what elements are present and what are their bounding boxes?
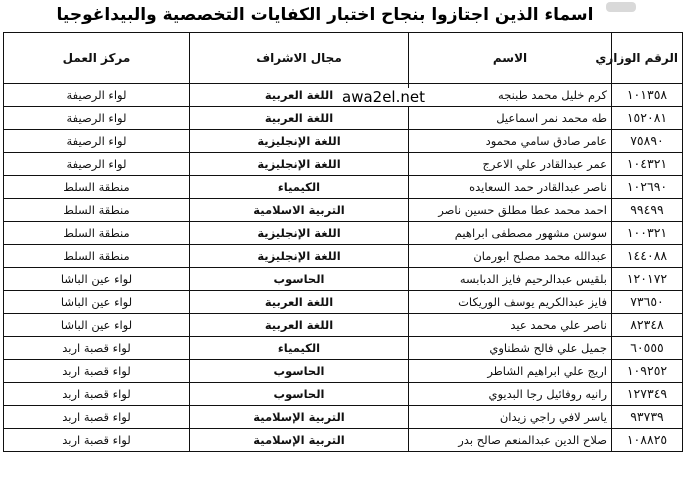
- cell-supervision-field: اللغة العربية: [190, 291, 409, 314]
- cell-ministerial-number: ١٢٧٣٤٩: [612, 383, 683, 406]
- cell-name: ناصر عبدالقادر حمد السعايده: [409, 176, 612, 199]
- cell-ministerial-number: ١٠٤٣٢١: [612, 153, 683, 176]
- cell-supervision-field: الحاسوب: [190, 268, 409, 291]
- cell-supervision-field: الكيمياء: [190, 176, 409, 199]
- header-supervision-field: مجال الاشراف: [190, 33, 409, 84]
- cell-ministerial-number: ١٢٠١٧٢: [612, 268, 683, 291]
- table-row: [4, 291, 683, 314]
- table-row: [4, 268, 683, 291]
- cell-work-center: لواء قصبة اربد: [4, 383, 190, 406]
- table-row: [4, 383, 683, 406]
- cell-supervision-field: اللغة الإنجليزية: [190, 153, 409, 176]
- table-row: [4, 153, 683, 176]
- cell-ministerial-number: ١٠٩٢٥٢: [612, 360, 683, 383]
- cell-name: فايز عبدالكريم يوسف الوريكات: [409, 291, 612, 314]
- watermark-text: awa2el.net: [342, 88, 425, 106]
- header-name: الاسم: [409, 33, 612, 84]
- cell-ministerial-number: ٧٥٨٩٠: [612, 130, 683, 153]
- cell-work-center: لواء قصبة اربد: [4, 337, 190, 360]
- cell-name: اريج علي ابراهيم الشاطر: [409, 360, 612, 383]
- cell-work-center: منطقة السلط: [4, 245, 190, 268]
- cell-work-center: لواء عين الباشا: [4, 314, 190, 337]
- table-row: [4, 199, 683, 222]
- cell-name: بلقيس عبدالرحيم فايز الدبابسه: [409, 268, 612, 291]
- page-title: اسماء الذين اجتازوا بنجاح اختبار الكفايات التخصصية والبيداغوجيا: [56, 5, 594, 25]
- cell-ministerial-number: ٩٣٧٣٩: [612, 406, 683, 429]
- table-row: [4, 245, 683, 268]
- cell-ministerial-number: ٩٩٤٩٩: [612, 199, 683, 222]
- cell-work-center: لواء عين الباشا: [4, 268, 190, 291]
- cell-supervision-field: الحاسوب: [190, 360, 409, 383]
- cell-ministerial-number: ١٠٠٣٢١: [612, 222, 683, 245]
- cell-work-center: لواء الرصيفة: [4, 107, 190, 130]
- cell-name: عمر عبدالقادر علي الاعرج: [409, 153, 612, 176]
- cell-work-center: منطقة السلط: [4, 176, 190, 199]
- cell-work-center: لواء عين الباشا: [4, 291, 190, 314]
- cell-name: طه محمد نمر اسماعيل: [409, 107, 612, 130]
- cell-name: كرم خليل محمد طبنجه: [409, 84, 612, 107]
- table-row: [4, 176, 683, 199]
- cell-name: صلاح الدين عبدالمنعم صالح بدر: [409, 429, 612, 452]
- cell-work-center: لواء قصبة اربد: [4, 429, 190, 452]
- table-row: [4, 222, 683, 245]
- cell-ministerial-number: ١٤٤٠٨٨: [612, 245, 683, 268]
- cell-supervision-field: الكيمياء: [190, 337, 409, 360]
- table-row: [4, 107, 683, 130]
- cell-work-center: لواء الرصيفة: [4, 153, 190, 176]
- cell-supervision-field: اللغة الإنجليزية: [190, 222, 409, 245]
- table-row: [4, 130, 683, 153]
- cell-supervision-field: التربية الإسلامية: [190, 406, 409, 429]
- cell-name: ناصر علي محمد عيد: [409, 314, 612, 337]
- cell-ministerial-number: ١٠١٣٥٨: [612, 84, 683, 107]
- table-body: [4, 84, 683, 452]
- cell-work-center: لواء الرصيفة: [4, 130, 190, 153]
- cell-ministerial-number: ٨٢٣٤٨: [612, 314, 683, 337]
- table-row: [4, 337, 683, 360]
- header-work-center: مركز العمل: [4, 33, 190, 84]
- table-row: [4, 406, 683, 429]
- cell-name: عبدالله محمد مصلح ابورمان: [409, 245, 612, 268]
- cell-supervision-field: اللغة الإنجليزية: [190, 130, 409, 153]
- cell-supervision-field: التربية الاسلامية: [190, 199, 409, 222]
- table-row: [4, 360, 683, 383]
- cell-ministerial-number: ١٠٨٨٢٥: [612, 429, 683, 452]
- cell-supervision-field: اللغة العربية: [190, 84, 409, 107]
- cell-supervision-field: اللغة العربية: [190, 314, 409, 337]
- cell-supervision-field: التربية الإسلامية: [190, 429, 409, 452]
- cell-supervision-field: الحاسوب: [190, 383, 409, 406]
- table-row: [4, 314, 683, 337]
- cell-work-center: منطقة السلط: [4, 222, 190, 245]
- cell-name: جميل علي فالح شطناوي: [409, 337, 612, 360]
- cell-ministerial-number: ٦٠٥٥٥: [612, 337, 683, 360]
- cell-name: رانيه روفائيل رجا البديوي: [409, 383, 612, 406]
- cell-name: ياسر لافي راجي زيدان: [409, 406, 612, 429]
- cell-supervision-field: اللغة العربية: [190, 107, 409, 130]
- cell-name: احمد محمد عطا مطلق حسين ناصر: [409, 199, 612, 222]
- cell-supervision-field: اللغة الإنجليزية: [190, 245, 409, 268]
- header-ministerial-number: الرقم الوزاري: [612, 33, 683, 84]
- cell-name: سوسن مشهور مصطفى ابراهيم: [409, 222, 612, 245]
- cell-work-center: لواء قصبة اربد: [4, 406, 190, 429]
- cell-work-center: منطقة السلط: [4, 199, 190, 222]
- table-header-row: [4, 33, 683, 84]
- cell-work-center: لواء الرصيفة: [4, 84, 190, 107]
- cell-ministerial-number: ٧٣٦٥٠: [612, 291, 683, 314]
- cell-ministerial-number: ١٠٢٦٩٠: [612, 176, 683, 199]
- cell-work-center: لواء قصبة اربد: [4, 360, 190, 383]
- cell-name: عامر صادق سامي محمود: [409, 130, 612, 153]
- table-row: [4, 429, 683, 452]
- cell-ministerial-number: ١٥٢٠٨١: [612, 107, 683, 130]
